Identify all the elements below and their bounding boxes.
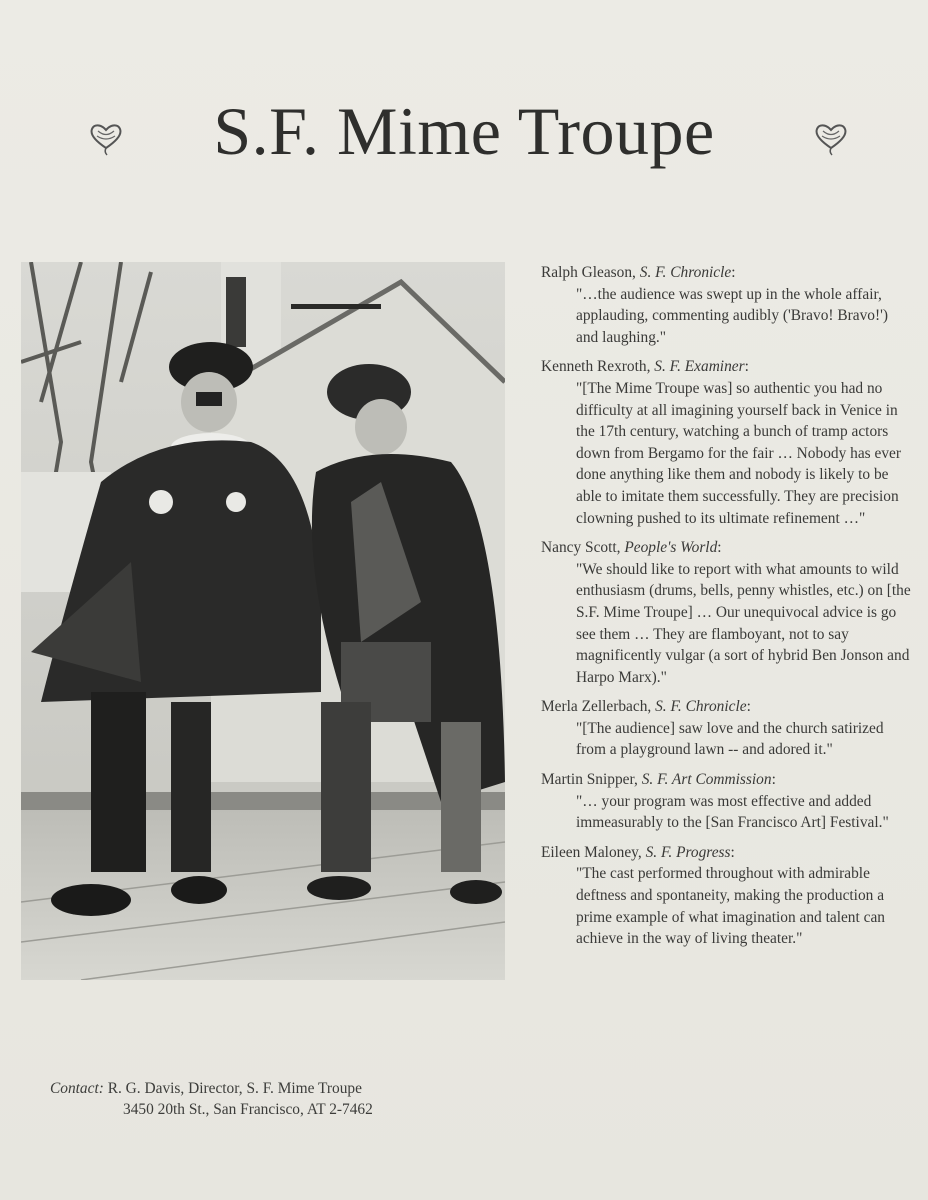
publication-name: S. F. Examiner bbox=[654, 358, 745, 376]
quote-source: Nancy Scott, People's World: bbox=[541, 539, 722, 557]
quote-source: Kenneth Rexroth, S. F. Examiner: bbox=[541, 358, 749, 376]
contact-info bbox=[50, 1078, 373, 1120]
quote-text: "The cast performed throughout with admirable deftness and spontaneity, making the production a prime example of what imagination and talent can achieve in the way of living theater." bbox=[576, 865, 885, 948]
quote-item bbox=[541, 842, 911, 950]
publication-name: S. F. Chronicle bbox=[639, 264, 732, 281]
quote-source: Merla Zellerbach, S. F. Chronicle: bbox=[541, 698, 751, 716]
quote-item bbox=[541, 696, 911, 761]
quote-text: "[The Mime Troupe was] so authentic you had no difficulty at all imagining yourself back in Venice in the 17th century, watching a bunch of tramp actors down from Bergamo for the fair … Nobody has ever done anything like them and nobody is likely to be able to imitate them successfully. They are precision clowning pushed to its ultimate refinement …" bbox=[576, 379, 901, 527]
quote-item bbox=[541, 262, 911, 348]
quote-item bbox=[541, 356, 911, 529]
quote-item bbox=[541, 769, 911, 834]
publication-name: S. F. Chronicle bbox=[655, 698, 747, 716]
quote-text: "…the audience was swept up in the whole affair, applauding, commenting audibly ('Bravo! Bravo!') and laughing." bbox=[576, 285, 888, 346]
publication-name: S. F. Progress bbox=[645, 843, 731, 861]
publication-name: S. F. Art Commission bbox=[641, 771, 772, 789]
press-quotes bbox=[541, 262, 911, 958]
quote-item bbox=[541, 537, 911, 688]
quote-source: Eileen Maloney, S. F. Progress: bbox=[541, 843, 735, 861]
quote-text: "… your program was most effective and added immeasurably to the [San Francisco Art] Festival." bbox=[576, 792, 889, 832]
quote-source: Ralph Gleason, S. F. Chronicle: bbox=[541, 264, 736, 281]
heart-ornament-icon bbox=[811, 118, 851, 158]
quote-text: "[The audience] saw love and the church satirized from a playground lawn -- and adored it." bbox=[576, 719, 884, 759]
contact-line-2: 3450 20th St., San Francisco, AT 2-7462 bbox=[123, 1101, 373, 1118]
quote-source: Martin Snipper, S. F. Art Commission: bbox=[541, 771, 776, 789]
quote-text: "We should like to report with what amounts to wild enthusiasm (drums, bells, penny whistles, etc.) on [the S.F. Mime Troupe] … Our unequivocal advice is go see them … They are flamboyant, not to say magnificently vulgar (a sort of hybrid Ben Jonson and Harpo Marx)." bbox=[576, 560, 911, 686]
publication-name: People's World bbox=[624, 539, 718, 557]
performers-photo bbox=[21, 262, 505, 980]
contact-line-1: Contact: R. G. Davis, Director, S. F. Mime Troupe bbox=[50, 1080, 362, 1097]
page-title: S.F. Mime Troupe bbox=[213, 93, 715, 169]
contact-label: Contact: bbox=[50, 1080, 104, 1097]
